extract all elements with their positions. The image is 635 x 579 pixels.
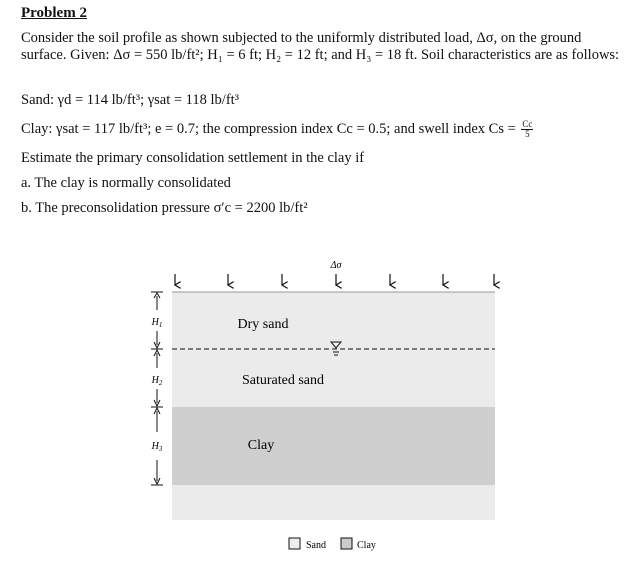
part-b: b. The preconsolidation pressure σ′c = 2200 lb/ft²	[21, 200, 308, 216]
h3-label: $H_3$	[151, 441, 163, 453]
bottom-sand-layer	[172, 485, 495, 520]
clay-layer	[172, 407, 495, 485]
h1-label: $H_1$	[151, 317, 163, 329]
h2-label: $H_2$	[151, 375, 163, 387]
problem-title: Problem 2	[21, 5, 87, 21]
load-arrows	[175, 274, 494, 285]
sand-label: Sand:	[21, 92, 55, 108]
sand-values: γd = 114 lb/ft³; γsat = 118 lb/ft³	[57, 92, 240, 108]
problem-intro: Consider the soil profile as shown subjected to the uniformly distributed load, Δσ, on the ground surface. Given: Δσ = 550 lb/ft²; H₁ = 6 ft; H₂ = 12 ft; and H₃ = 18 ft. Soil characteristics are as follows:	[21, 30, 620, 63]
fraction-denominator: 5	[525, 129, 530, 139]
legend-sand-swatch	[289, 538, 300, 549]
saturated-sand-label: Saturated sand	[241, 373, 325, 388]
legend-sand-label: Sand	[306, 540, 326, 551]
legend-clay-label: Clay	[357, 540, 376, 551]
fraction-numerator: Cc	[522, 119, 533, 129]
clay-label: Clay:	[21, 120, 53, 137]
task-statement: Estimate the primary consolidation settlement in the clay if	[21, 150, 365, 166]
load-label: Δσ	[330, 260, 342, 271]
clay-values: γsat = 117 lb/ft³; e = 0.7; the compression index Cc = 0.5; and swell index Cs =	[56, 120, 516, 137]
dry-sand-label: Dry sand	[237, 317, 289, 332]
clay-layer-label: Clay	[247, 438, 275, 453]
part-a: a. The clay is normally consolidated	[21, 175, 231, 191]
legend-clay-swatch	[341, 538, 352, 549]
